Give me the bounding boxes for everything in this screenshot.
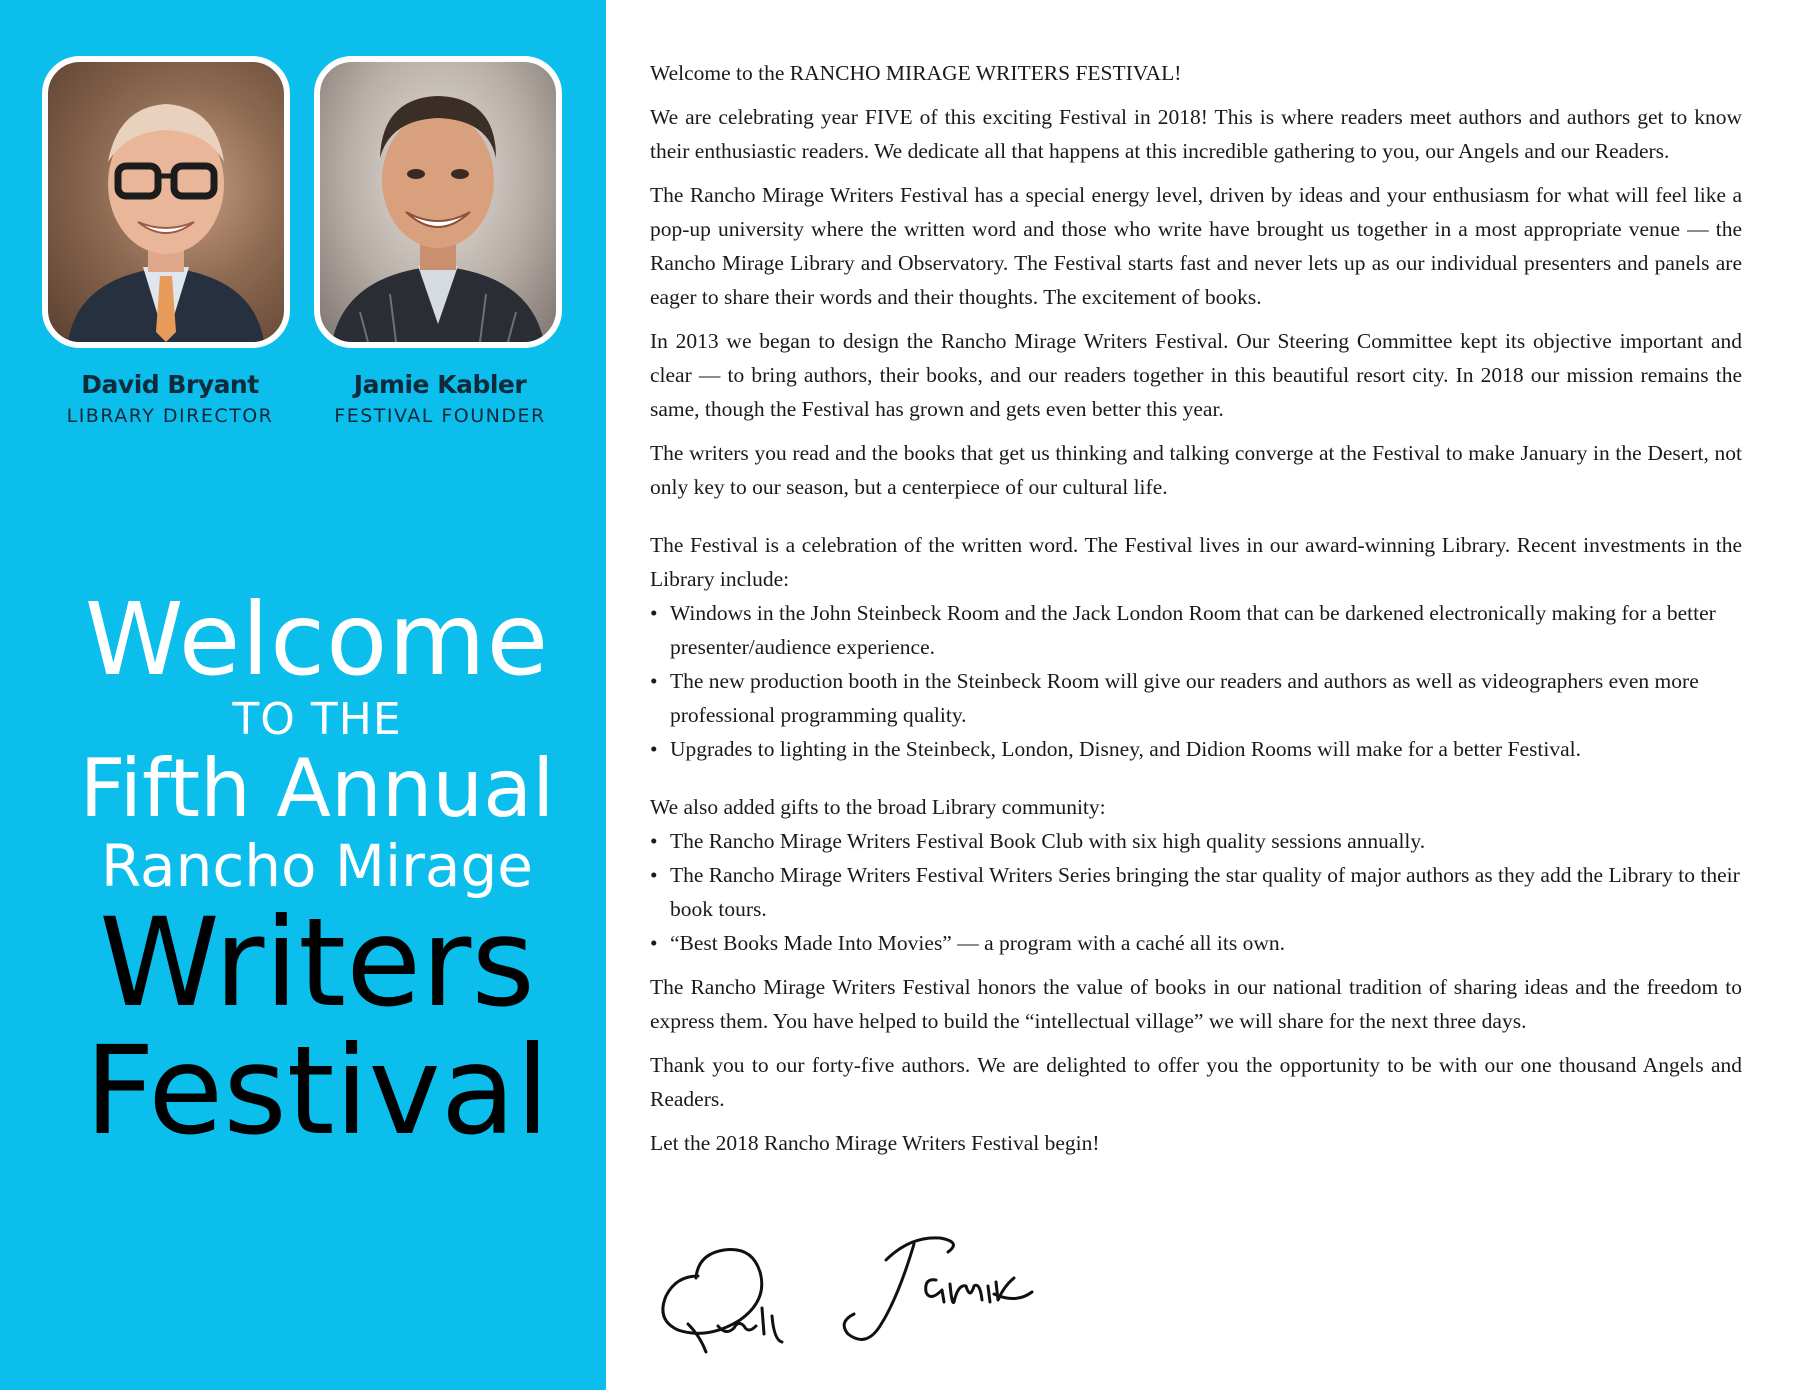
david-signature — [663, 1249, 782, 1352]
jamie-kabler-caption — [310, 370, 570, 427]
bullet-mark: • — [650, 863, 658, 887]
list-item: • “Best Books Made Into Movies” — a program with a caché all its own. — [650, 926, 1742, 960]
david-bryant-photo — [42, 56, 290, 348]
list-item: • Upgrades to lighting in the Steinbeck, London, Disney, and Didion Rooms will make for a better Festival. — [650, 732, 1742, 766]
headline-fifth-annual: Fifth Annual — [79, 742, 555, 835]
welcome-letter — [650, 56, 1742, 1170]
signatures — [648, 1216, 1068, 1356]
david-bryant-name: David Bryant — [81, 370, 259, 399]
bullet-mark: • — [650, 829, 658, 853]
headline-writers: Writers — [99, 892, 535, 1034]
letter-paragraph: The Rancho Mirage Writers Festival has a special energy level, driven by ideas and your enthusiasm for what will feel like a pop-up university where the written word and those who write have brought us together in a most appropriate venue — the Rancho Mirage Library and Observatory. The Festival starts fast and never lets up as our individual presenters and panels are eager to share their words and their thoughts. The excitement of books. — [650, 183, 1742, 309]
letter-paragraph: In 2013 we began to design the Rancho Mirage Writers Festival. Our Steering Committee kept its objective important and clear — to bring authors, their books, and our readers together in this beautiful resort city. In 2018 our mission remains the same, though the Festival has grown and gets even better this year. — [650, 329, 1742, 421]
list-item: • The new production booth in the Steinbeck Room will give our readers and authors as well as videographers even more professional programming quality. — [650, 664, 1742, 732]
list-item: • Windows in the John Steinbeck Room and the Jack London Room that can be darkened electronically making for a better presenter/audience experience. — [650, 596, 1742, 664]
headline-festival: Festival — [84, 1020, 550, 1162]
bullet-mark: • — [650, 737, 658, 761]
headline-rancho-mirage: Rancho Mirage — [101, 832, 533, 900]
headline-to-the: TO THE — [232, 694, 402, 745]
jamie-portrait-illustration — [320, 62, 556, 342]
signatures-drawing — [648, 1216, 1068, 1356]
letter-gifts-intro: We also added gifts to the broad Library community: — [650, 795, 1106, 819]
jamie-kabler-role: FESTIVAL FOUNDER — [334, 405, 546, 427]
letter-investments-intro: The Festival is a celebration of the written word. The Festival lives in our award-winning Library. Recent investments in the Library include: — [650, 533, 1742, 591]
david-bryant-caption — [40, 370, 300, 427]
letter-paragraph: The writers you read and the books that get us thinking and talking converge at the Festival to make January in the Desert, not only key to our season, but a centerpiece of our cultural life. — [650, 441, 1742, 499]
jamie-signature — [844, 1238, 1032, 1340]
letter-paragraph: The Rancho Mirage Writers Festival honors the value of books in our national tradition of sharing ideas and the freedom to express them. You have helped to build the “intellectual village” we will share for the next three days. — [650, 975, 1742, 1033]
bullet-mark: • — [650, 669, 658, 693]
letter-greeting: Welcome to the RANCHO MIRAGE WRITERS FESTIVAL! — [650, 61, 1182, 85]
letter-paragraph: Thank you to our forty-five authors. We are delighted to offer you the opportunity to be with our one thousand Angels and Readers. — [650, 1053, 1742, 1111]
jamie-kabler-photo — [314, 56, 562, 348]
bullet-mark: • — [650, 601, 658, 625]
gifts-list — [650, 824, 1742, 960]
david-bryant-role: LIBRARY DIRECTOR — [66, 405, 274, 427]
jamie-kabler-name: Jamie Kabler — [353, 370, 527, 399]
welcome-headline — [52, 581, 582, 1162]
investments-list — [650, 596, 1742, 766]
list-item: • The Rancho Mirage Writers Festival Book Club with six high quality sessions annually. — [650, 824, 1742, 858]
list-item: • The Rancho Mirage Writers Festival Writers Series bringing the star quality of major authors as they add the Library to their book tours. — [650, 858, 1742, 926]
letter-paragraph: We are celebrating year FIVE of this exciting Festival in 2018! This is where readers meet authors and authors get to know their enthusiastic readers. We dedicate all that happens at this incredible gathering to you, our Angels and our Readers. — [650, 105, 1742, 163]
left-panel — [0, 0, 606, 1390]
letter-closing: Let the 2018 Rancho Mirage Writers Festival begin! — [650, 1131, 1100, 1155]
headline-welcome: Welcome — [84, 581, 550, 698]
david-portrait-illustration — [48, 62, 284, 342]
bullet-mark: • — [650, 931, 658, 955]
